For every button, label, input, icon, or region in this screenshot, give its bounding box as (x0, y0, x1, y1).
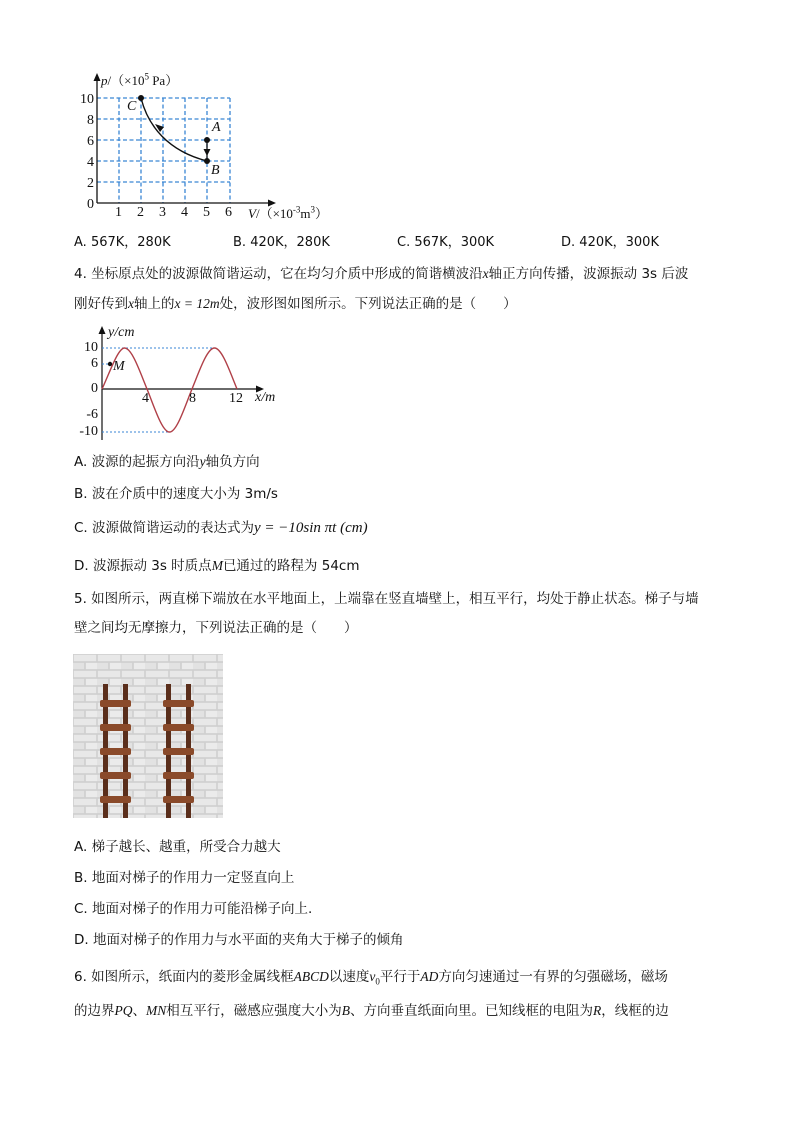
q3-option-d[interactable]: D. 420K，300K (561, 235, 659, 250)
wave-y-tick: -10 (79, 424, 98, 439)
q3-option-a[interactable]: A. 567K，280K (74, 235, 171, 250)
q6-stem-line2: 的边界PQ、MN相互平行，磁感应强度大小为B、方向垂直纸面向里。已知线框的电阻为R，线框的边 (74, 1003, 669, 1019)
q5-option-c[interactable]: C. 地面对梯子的作用力可能沿梯子向上. (74, 901, 313, 917)
pv-x-tick: 5 (203, 205, 210, 220)
pv-x-tick: 4 (181, 205, 188, 220)
wave-x-tick: 8 (189, 391, 196, 406)
q5-stem-line1: 5. 如图所示，两直梯下端放在水平地面上，上端靠在竖直墙壁上，相互平行，均处于静止状态。梯子与墙 (74, 591, 699, 607)
pv-x-axis-label: $V/(\times 10^{-3}m^3)$ (248, 204, 329, 221)
pv-y-tick: 8 (87, 113, 94, 128)
pv-x-tick: 3 (159, 205, 166, 220)
wave-y-tick: 6 (91, 356, 98, 371)
wave-y-tick: 0 (91, 381, 98, 396)
pv-y-axis-label: $p/(\times 10^5$ Pa） (101, 71, 179, 88)
pv-point-c-label: C (127, 99, 137, 114)
pv-y-tick: 2 (87, 176, 94, 191)
pv-graph (70, 66, 340, 226)
pv-y-tick: 6 (87, 134, 94, 149)
q4-option-b[interactable]: B. 波在介质中的速度大小为 3m/s (74, 486, 278, 502)
wave-y-tick: 10 (84, 340, 98, 355)
wave-y-label: y/cm (108, 325, 135, 340)
q6-stem-line1: 6. 如图所示，纸面内的菱形金属线框ABCD以速度$v_0$平行于AD方向匀速通过一有界的匀强磁场，磁场 (74, 969, 668, 987)
pv-y-tick: 0 (87, 197, 94, 212)
pv-x-tick: 6 (225, 205, 232, 220)
wave-x-tick: 4 (142, 391, 149, 406)
q5-option-b[interactable]: B. 地面对梯子的作用力一定竖直向上 (74, 870, 295, 886)
wave-x-label: x/m (255, 390, 276, 405)
q4-stem-line2: 刚好传到x轴上的x = 12m处，波形图如图所示。下列说法正确的是（ ） (74, 296, 517, 312)
wave-x-tick: 12 (229, 391, 243, 406)
q4-option-d[interactable]: D. 波源振动 3s 时质点M已通过的路程为 54cm (74, 558, 360, 574)
pv-x-tick: 1 (115, 205, 122, 220)
pv-y-ticks (76, 89, 94, 215)
q3-option-b[interactable]: B. 420K，280K (233, 235, 330, 250)
pv-point-b-label: B (211, 163, 220, 178)
wave-graph (70, 320, 290, 445)
q4-stem-line1: 4. 坐标原点处的波源做简谐运动，它在均匀介质中形成的简谐横波沿x轴正方向传播，波源振动 3s 后波 (74, 266, 689, 282)
q4-option-c[interactable]: C. 波源做简谐运动的表达式为y = −10sin πt (cm) (74, 520, 368, 536)
q4-option-a[interactable]: A. 波源的起振方向沿y轴负方向 (74, 454, 260, 470)
pv-y-tick: 10 (80, 92, 94, 107)
pv-point-a-label: A (212, 120, 221, 135)
pv-y-tick: 4 (87, 155, 94, 170)
q3-option-c[interactable]: C. 567K，300K (397, 235, 495, 250)
q5-option-a[interactable]: A. 梯子越长、越重，所受合力越大 (74, 839, 281, 855)
ladders-on-wall-image (73, 654, 223, 818)
wave-y-tick: -6 (86, 407, 98, 422)
q5-option-d[interactable]: D. 地面对梯子的作用力与水平面的夹角大于梯子的倾角 (74, 932, 404, 948)
q5-stem-line2: 壁之间均无摩擦力，下列说法正确的是（ ） (74, 620, 358, 636)
wave-point-m-label: M (113, 359, 125, 374)
pv-x-tick: 2 (137, 205, 144, 220)
